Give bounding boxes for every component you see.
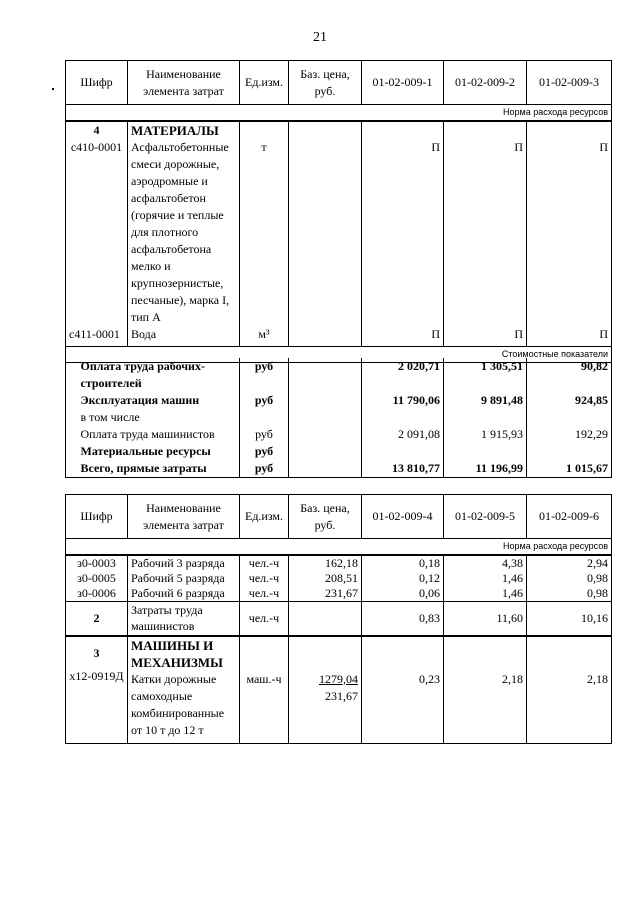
worker-value-1: 0,06 [362,586,444,602]
worker-value-2: 1,46 [444,586,527,602]
worker-value-3: 2,94 [527,555,612,571]
cost-name: в том числе [80,410,140,424]
cost-name: Оплата труда машинистов [80,427,215,441]
item-price [289,121,362,326]
labor-unit: чел.-ч [240,602,289,636]
cost-value-2: 1 305,51 [444,358,527,392]
item-value-3: П [527,121,612,326]
header-col-3: 01-02-009-3 [527,61,612,105]
machine-name-cell [128,636,240,744]
worker-value-3: 0,98 [527,586,612,602]
worker-code: з0-0003 [66,555,128,571]
materials-code-cell [66,121,128,326]
header-code: Шифр [66,495,128,539]
header-col-6: 01-02-009-6 [527,495,612,539]
labor-value-3: 10,16 [527,602,612,636]
header-price: Баз. цена, руб. [289,61,362,105]
cost-value-2: 1 915,93 [444,426,527,443]
cost-unit: руб [240,358,289,392]
worker-value-2: 1,46 [444,571,527,586]
header-name: Наименование элемента затрат [128,495,240,539]
header-col-1: 01-02-009-1 [362,61,444,105]
cost-value-3: 1 015,67 [527,460,612,478]
header-code: Шифр [66,61,128,105]
worker-value-1: 0,12 [362,571,444,586]
cost-name: Всего, прямые затраты [78,460,240,478]
section-title: МАШИНЫ И МЕХАНИЗМЫ [131,637,223,670]
cost-label: Стоимостные показатели [66,346,612,362]
machine-value-1: 0,23 [362,636,444,744]
resource-table-1 [65,60,612,363]
labor-code: 2 [66,602,128,636]
worker-code: з0-0005 [66,571,128,586]
materials-name-cell [128,121,240,326]
worker-price: 231,67 [289,586,362,602]
worker-price: 162,18 [289,555,362,571]
cost-value-3: 924,85 [527,392,612,409]
worker-name: Рабочий 5 разряда [128,571,240,586]
cost-value-3: 192,29 [527,426,612,443]
item-code: с410-0001 [70,140,123,154]
worker-value-1: 0,18 [362,555,444,571]
machine-unit: маш.-ч [240,636,289,744]
cost-name: Эксплуатация машин [80,393,200,407]
machine-code-cell [66,636,128,744]
item-value-2: П [444,326,527,346]
machine-value-3: 2,18 [527,636,612,744]
margin-mark [52,88,54,90]
norm-label: Норма расхода ресурсов [66,539,612,556]
machine-price-1: 1279,04 [319,671,358,686]
worker-name: Рабочий 3 разряда [128,555,240,571]
cost-value-1: 2 091,08 [362,426,444,443]
header-col-2: 01-02-009-2 [444,61,527,105]
header-name: Наименование элемента затрат [128,61,240,105]
cost-name: Материальные ресурсы [80,444,211,458]
cost-unit: руб [240,392,289,409]
worker-unit: чел.-ч [240,571,289,586]
machine-name: Катки дорожные самоходные комбинированные от 10 т до 12 т [131,671,225,737]
cost-value-1: 13 810,77 [362,460,444,478]
cost-unit: руб [240,460,289,478]
cost-value-2: 11 196,99 [444,460,527,478]
labor-name: Затраты труда машинистов [128,602,240,636]
item-code: с411-0001 [66,326,128,346]
resource-table-2 [65,494,612,744]
cost-table [65,358,612,478]
item-unit: м³ [240,326,289,346]
item-price [289,326,362,346]
item-value-1: П [362,121,444,326]
cost-unit [240,409,289,426]
worker-name: Рабочий 6 разряда [128,586,240,602]
labor-value-1: 0,83 [362,602,444,636]
cost-unit: руб [240,443,289,460]
header-col-4: 01-02-009-4 [362,495,444,539]
cost-value-1: 11 790,06 [362,392,444,409]
page-number: 21 [313,30,327,45]
machine-value-2: 2,18 [444,636,527,744]
worker-value-3: 0,98 [527,571,612,586]
header-unit: Ед.изм. [240,495,289,539]
section-number: 4 [93,123,100,137]
cost-value-1: 2 020,71 [362,358,444,392]
item-unit: т [240,121,289,326]
header-price: Баз. цена, руб. [289,495,362,539]
header-col-5: 01-02-009-5 [444,495,527,539]
item-name: Асфальтобетонные смеси дорожные, аэродромные и асфальтобетон (горячие и теплые для плотного асфальтобетона мелко и крупнозернистые, песчаные), марка I, тип А [131,140,230,324]
section-number: 3 [93,645,100,660]
cost-name: Оплата труда рабочих-строителей [80,359,205,390]
item-value-2: П [444,121,527,326]
cost-value-2: 9 891,48 [444,392,527,409]
worker-value-2: 4,38 [444,555,527,571]
item-value-3: П [527,326,612,346]
worker-unit: чел.-ч [240,555,289,571]
cost-unit: руб [240,426,289,443]
machine-code: х12-0919Д [69,668,124,683]
item-value-1: П [362,326,444,346]
section-title: МАТЕРИАЛЫ [131,123,219,138]
worker-price: 208,51 [289,571,362,586]
machine-price-2: 231,67 [325,688,358,703]
cost-value-3: 90,82 [527,358,612,392]
worker-unit: чел.-ч [240,586,289,602]
worker-code: з0-0006 [66,586,128,602]
machine-price-cell [289,636,362,744]
header-unit: Ед.изм. [240,61,289,105]
item-name: Вода [128,326,240,346]
labor-value-2: 11,60 [444,602,527,636]
norm-label: Норма расхода ресурсов [66,105,612,122]
